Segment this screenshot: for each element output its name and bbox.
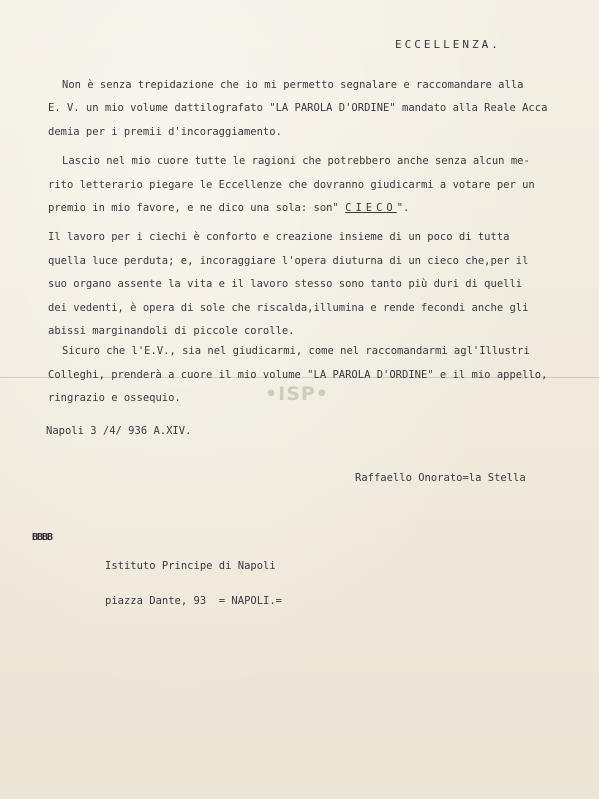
cieco-word: CIECO xyxy=(345,202,397,214)
cieco-tail: ". xyxy=(396,202,410,214)
date-line: Napoli 3 /4/ 936 A.XIV. xyxy=(46,425,192,437)
body-line-9: suo organo assente la vita e il lavoro stesso sono tanto più duri di quelli xyxy=(48,278,523,290)
body-line-13: Colleghi, prenderà a cuore il mio volume "LA PAROLA D'ORDINE" e il mio appello, xyxy=(48,369,548,381)
body-line-3: demia per i premii d'incoraggiamento. xyxy=(48,126,282,138)
signature: Raffaello Onorato=la Stella xyxy=(355,472,526,484)
body-line-14: ringrazio e ossequio. xyxy=(48,392,181,404)
body-line-6 xyxy=(48,203,409,214)
body-line-6-text: premio in mio favore, e ne dico una sola: son" xyxy=(48,202,339,214)
address-line-1: Istituto Principe di Napoli xyxy=(105,560,276,572)
body-line-12: Sicuro che l'E.V., sia nel giudicarmi, come nel raccomandarmi agl'Illustri xyxy=(62,345,530,357)
address-line-2: piazza Dante, 93 = NAPOLI.= xyxy=(105,595,283,607)
body-line-8: quella luce perduta; e, incoraggiare l'opera diuturna di un cieco che,per il xyxy=(48,255,529,267)
isp-stamp: •ISP• xyxy=(265,383,329,405)
body-line-10: dei vedenti, è opera di sole che riscalda,illumina e rende fecondi anche gli xyxy=(48,302,529,314)
struck-out-text: BBBB xyxy=(32,532,53,543)
body-line-2: E. V. un mio volume dattilografato "LA PAROLA D'ORDINE" mandato alla Reale Acca xyxy=(48,102,548,114)
body-line-11: abissi marginandoli di piccole corolle. xyxy=(48,325,295,337)
body-line-4: Lascio nel mio cuore tutte le ragioni che potrebbero anche senza alcun me- xyxy=(62,155,530,167)
letter-heading: ECCELLENZA. xyxy=(395,38,501,51)
body-line-7: Il lavoro per i ciechi è conforto e creazione insieme di un poco di tutta xyxy=(48,231,510,243)
body-line-5: rito letterario piegare le Eccellenze che dovranno giudicarmi a votare per un xyxy=(48,179,535,191)
body-line-1: Non è senza trepidazione che io mi permetto segnalare e raccomandare alla xyxy=(62,79,524,91)
